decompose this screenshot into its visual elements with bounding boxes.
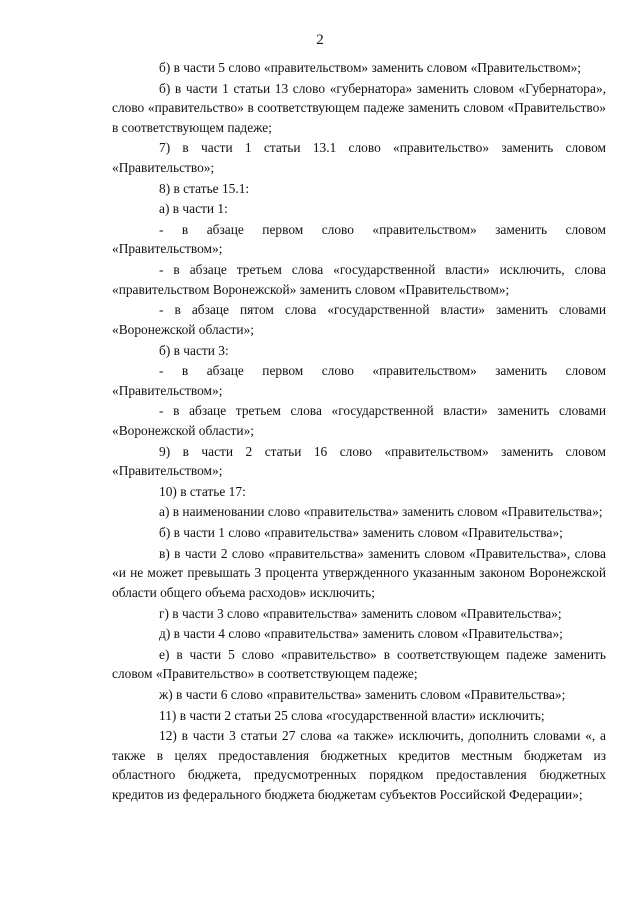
paragraph: 9) в части 2 статьи 16 слово «правительством» заменить словом «Правительством»; — [112, 443, 606, 479]
paragraph: - в абзаце третьем слова «государственной власти» исключить, слова «правительством Воронежской» заменить словом «Правительством»; — [112, 262, 606, 297]
paragraph: а) в наименовании слово «правительства» заменить словом «Правительства»; — [159, 504, 603, 520]
paragraph: 7) в части 1 статьи 13.1 слово «правительство» заменить словом «Правительство»; — [112, 140, 606, 175]
paragraph: б) в части 5 слово «правительством» заменить словом «Правительством»; — [159, 60, 582, 75]
paragraph: е) в части 5 слово «правительство» в соответствующем падеже заменить словом «Правительство» в соответствующем падеже; — [112, 646, 606, 682]
paragraph: 8) в статье 15.1: — [159, 180, 250, 196]
paragraph: - в абзаце первом слово «правительством» заменить словом «Правительством»; — [112, 363, 606, 398]
paragraph: 12) в части 3 статьи 27 слова «а также» исключить, дополнить словами «, а также в целях предоставления бюджетных кредитов местным бюджетам из областного бюджета, предусмотренных порядком предоставления бюджетных кредитов из федерального бюджета бюджетам субъектов Российской Федерации»; — [112, 728, 606, 802]
paragraph: - в абзаце третьем слова «государственной власти» заменить словами «Воронежской области»; — [112, 403, 606, 438]
paragraph: 10) в статье 17: — [159, 483, 246, 499]
paragraph: ж) в части 6 слово «правительства» заменить словом «Правительства»; — [159, 687, 566, 703]
paragraph: б) в части 3: — [159, 342, 229, 358]
paragraph: б) в части 1 слово «правительства» заменить словом «Правительства»; — [159, 525, 563, 541]
paragraph: г) в части 3 слово «правительства» заменить словом «Правительства»; — [159, 605, 562, 621]
paragraph: д) в части 4 слово «правительства» заменить словом «Правительства»; — [159, 626, 563, 642]
document-body — [112, 58, 606, 806]
paragraph: - в абзаце первом слово «правительством» заменить словом «Правительством»; — [112, 221, 606, 257]
paragraph: - в абзаце пятом слова «государственной власти» заменить словами «Воронежской области»; — [112, 302, 606, 337]
paragraph: а) в части 1: — [159, 201, 228, 217]
paragraph: б) в части 1 статьи 13 слово «губернатора» заменить словом «Губернатора», слово «правительство» в соответствующем падеже заменить словом «Правительство» в соответствующем падеже; — [112, 80, 606, 135]
paragraph: в) в части 2 слово «правительства» заменить словом «Правительства», слова «и не может превышать 3 процента утвержденного указанным законом Воронежской области общего объема расходов» исключить; — [112, 545, 606, 600]
page-number: 2 — [316, 32, 324, 48]
paragraph: 11) в части 2 статьи 25 слова «государственной власти» исключить; — [159, 707, 545, 723]
